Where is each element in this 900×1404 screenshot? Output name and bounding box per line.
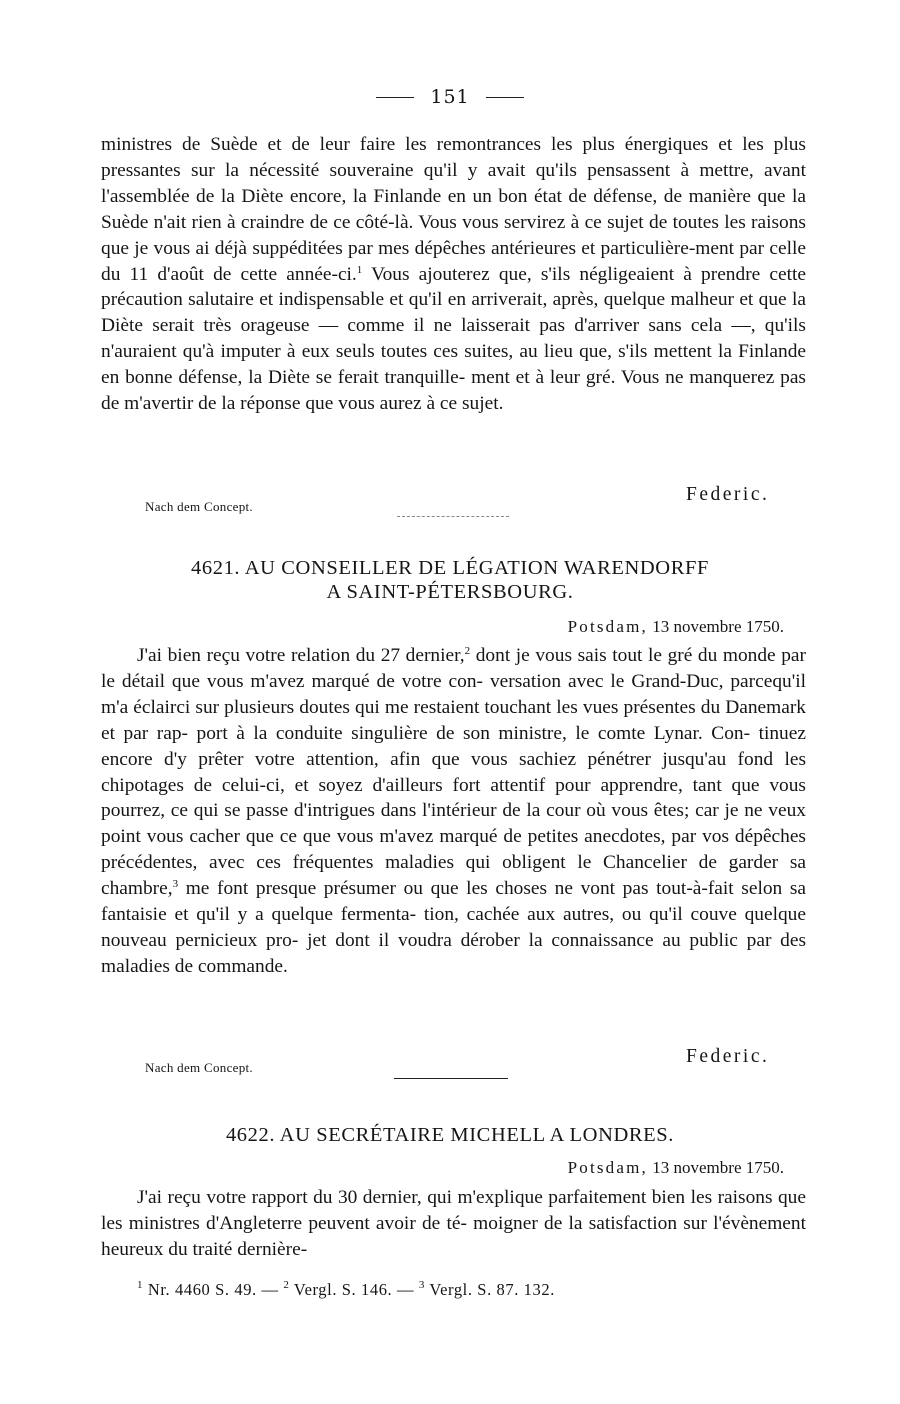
footnotes: $^1$ Nr. 4460 S. 49. — $^2$ Vergl. S. 146. — $^3$ Vergl. S. 87. 132. (137, 1279, 555, 1299)
letter-body-4622: J'ai reçu votre rapport du 30 dernier, qui m'explique parfaitement bien les raisons que les ministres d'Angleterre peuvent avoir de té- moigner de la satisfaction sur l'évènement heureux du traité dernière- (101, 1187, 806, 1260)
dateline-4622: Potsdam, 13 novembre 1750. (567, 1158, 784, 1177)
continuation-paragraph: ministres de Suède et de leur faire les remontrances les plus énergiques et les plus pressantes sur la nécessité souveraine qu'il y avait qu'ils pensassent à mettre, avant l'assemblée de la Diète encore, la Finlande en un bon état de défense, de manière que la Suède n'ait rien à craindre de ce côté-là. Vous vous servirez à ce sujet de toutes les raisons que je vous ai déjà suppéditées par mes dépêches antérieures et particulière-ment par celle du 11 d'août de cette année-ci.$^1$ Vous ajouterez que, s'ils négligeaient à prendre cette précaution salutaire et indispensable et qu'il en arriverait, après, quelque malheur et que la Diète serait très orageuse — comme il ne laisserait pas d'arriver sans cela —, qu'ils n'auraient qu'à imputer à eux seuls toutes ces suites, au lieu que, s'ils mettent la Finlande en bonne défense, la Diète se ferait tranquille- ment et à leur gré. Vous ne manquerez pas de m'avertir de la réponse que vous aurez à ce sujet. (101, 134, 806, 415)
signature: Federic. (686, 484, 770, 505)
dateline-4621: Potsdam, 13 novembre 1750. (567, 617, 784, 636)
footnote-ref-2: 2 (464, 645, 471, 657)
section-divider (397, 516, 509, 517)
source-note: Nach dem Concept. (145, 499, 253, 514)
header-dash-right (486, 97, 524, 98)
letter-heading-4621: 4621. AU CONSEILLER DE LÉGATION WARENDORFF A SAINT-PÉTERSBOURG. (191, 557, 709, 603)
letter-body-4621: J'ai bien reçu votre relation du 27 dernier,$^2$ dont je vous sais tout le gré du monde par le détail que vous m'avez marqué de votre con- versation avec le Grand-Duc, parcequ'il m'a éclairci sur plusieurs doutes qui me restaient touchant les vues présentes du Danemark et par rap- port à la conduite singulière de son ministre, le comte Lynar. Con- tinuez encore d'y prêter votre attention, afin que vous sachiez pénétrer jusqu'au fond les chipotages de celui-ci, et soyez d'ailleurs fort attentif pour apprendre, tant que vous pourrez, ce qui se passe d'intrigues dans l'intérieur de la cour où vous êtes; car je ne veux point vous cacher que ce que vous m'avez marqué de petites anecdotes, par vos dépêches précédentes, avec ces fréquentes maladies qui obligent le Chancelier de garder sa chambre,$^3$ me font presque présumer ou que les choses ne vont pas tout-à-fait selon sa fantaisie et qu'il y a quelque fermenta- tion, cachée aux autres, ou qu'il couve quelque nouveau pernicieux pro- jet dont il voudra dérober la connaissance au public par des maladies de commande. (101, 645, 806, 977)
footnote-2: Vergl. S. 146. (293, 1280, 393, 1299)
section-divider (394, 1078, 508, 1079)
source-note: Nach dem Concept. (145, 1060, 253, 1075)
header-dash-left (376, 97, 414, 98)
signature: Federic. (686, 1046, 770, 1067)
footnote-ref-1: 1 (356, 263, 363, 276)
page-number: 151 (430, 86, 470, 108)
letter-heading-4622: 4622. AU SECRÉTAIRE MICHELL A LONDRES. (225, 1124, 675, 1146)
footnote-ref-3: 3 (172, 878, 179, 891)
page-header (0, 86, 900, 108)
footnote-3: Vergl. S. 87. 132. (429, 1280, 555, 1299)
footnote-1: Nr. 4460 S. 49. (147, 1280, 257, 1299)
